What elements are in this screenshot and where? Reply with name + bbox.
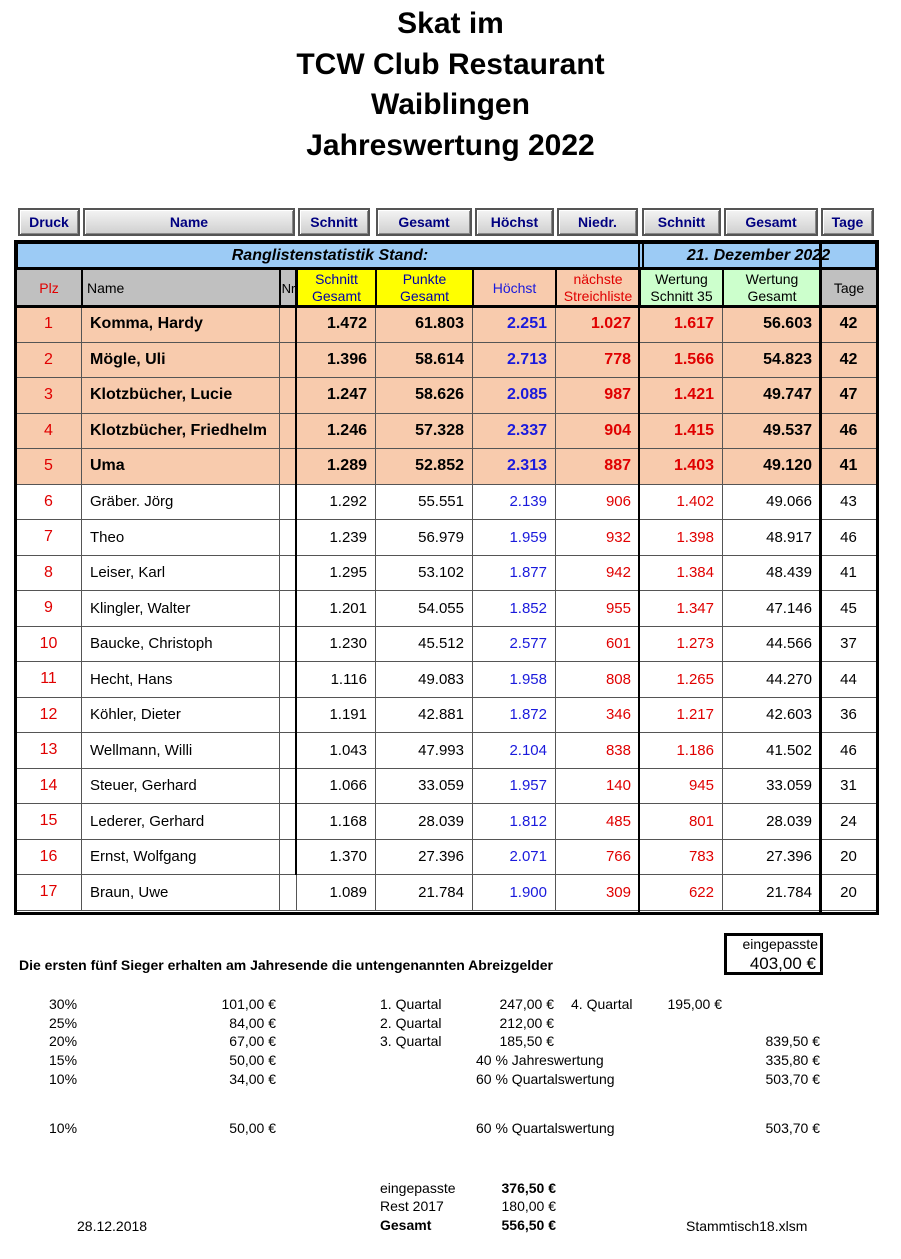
cell-plz: 16 <box>16 840 82 876</box>
cell-nr <box>280 485 297 521</box>
cell-wschnitt: 1.402 <box>640 485 723 521</box>
prize-pct: 25% <box>49 1015 78 1031</box>
cell-punkte: 49.083 <box>376 662 473 698</box>
cell-schnitt: 1.292 <box>297 485 376 521</box>
cell-tage: 20 <box>821 840 877 876</box>
cell-streich: 346 <box>556 698 640 734</box>
cell-hoechst: 1.958 <box>473 662 556 698</box>
sort-hoechst-button[interactable]: Höchst <box>475 208 554 236</box>
eingepasste-value: 403,00 € <box>749 954 816 973</box>
prize-amount: 101,00 € <box>221 996 276 1012</box>
sort-name-button[interactable]: Name <box>83 208 295 236</box>
cell-tage: 31 <box>821 769 877 805</box>
cell-name: Wellmann, Willi <box>82 733 280 769</box>
table-row <box>16 733 877 769</box>
sort-tage-button[interactable]: Tage <box>821 208 874 236</box>
cell-punkte: 55.551 <box>376 485 473 521</box>
stat-title: Ranglistenstatistik Stand: <box>18 244 644 267</box>
cell-wschnitt: 1.403 <box>640 449 723 485</box>
footer-filename: Stammtisch18.xlsm <box>686 1218 808 1234</box>
cell-punkte: 58.626 <box>376 378 473 414</box>
table-row <box>16 307 877 343</box>
eingepasste-label: eingepasste <box>742 936 818 952</box>
cell-plz: 7 <box>16 520 82 556</box>
quarter-value: 212,00 € <box>499 1015 554 1031</box>
cell-punkte: 28.039 <box>376 804 473 840</box>
sort-wertung-schnitt-button[interactable]: Schnitt <box>642 208 721 236</box>
cell-name: Klotzbücher, Lucie <box>82 378 280 414</box>
quarter-label: 3. Quartal <box>380 1033 442 1049</box>
header-streichliste: nächste Streichliste <box>556 269 640 307</box>
cell-tage: 45 <box>821 591 877 627</box>
cell-wschnitt: 801 <box>640 804 723 840</box>
cell-name: Leiser, Karl <box>82 556 280 592</box>
cell-streich: 942 <box>556 556 640 592</box>
cell-nr <box>280 804 297 840</box>
q4-label: 4. Quartal <box>571 996 633 1012</box>
clipped-amount: 50,00 € <box>229 1120 276 1136</box>
cell-name: Komma, Hardy <box>82 307 280 343</box>
cell-hoechst: 2.713 <box>473 343 556 379</box>
cell-wschnitt: 1.217 <box>640 698 723 734</box>
cell-name: Klingler, Walter <box>82 591 280 627</box>
cell-hoechst: 1.812 <box>473 804 556 840</box>
table-row <box>16 875 877 911</box>
clipped-label: 60 % Quartalswertung <box>476 1120 615 1136</box>
cell-streich: 140 <box>556 769 640 805</box>
cell-plz: 14 <box>16 769 82 805</box>
cell-plz: 8 <box>16 556 82 592</box>
cell-schnitt: 1.089 <box>297 875 376 911</box>
cell-schnitt: 1.168 <box>297 804 376 840</box>
cell-name: Gräber. Jörg <box>82 485 280 521</box>
cell-plz: 13 <box>16 733 82 769</box>
cell-nr <box>280 307 297 343</box>
cell-hoechst: 1.877 <box>473 556 556 592</box>
cell-hoechst: 2.104 <box>473 733 556 769</box>
clipped-pct: 10% <box>49 1120 78 1136</box>
cell-streich: 778 <box>556 343 640 379</box>
cell-nr <box>280 449 297 485</box>
cell-wschnitt: 1.415 <box>640 414 723 450</box>
table-row <box>16 378 877 414</box>
cell-nr <box>280 769 297 805</box>
cell-wgesamt: 44.270 <box>723 662 821 698</box>
cell-schnitt: 1.230 <box>297 627 376 663</box>
table-row <box>16 804 877 840</box>
cell-schnitt: 1.043 <box>297 733 376 769</box>
cell-tage: 41 <box>821 556 877 592</box>
cell-tage: 47 <box>821 378 877 414</box>
cell-punkte: 42.881 <box>376 698 473 734</box>
cell-plz: 6 <box>16 485 82 521</box>
eingepasste2-label: eingepasste <box>380 1180 456 1196</box>
title-line-1: Skat im <box>397 7 504 40</box>
cell-streich: 485 <box>556 804 640 840</box>
cell-punkte: 45.512 <box>376 627 473 663</box>
eingepasste-box <box>724 933 823 975</box>
cell-wschnitt: 783 <box>640 840 723 876</box>
quarter-label: 1. Quartal <box>380 996 442 1012</box>
cell-name: Theo <box>82 520 280 556</box>
cell-tage: 43 <box>821 485 877 521</box>
cell-streich: 987 <box>556 378 640 414</box>
table-row <box>16 698 877 734</box>
jahres-label: 40 % Jahreswertung <box>476 1052 604 1068</box>
cell-tage: 46 <box>821 520 877 556</box>
cell-tage: 20 <box>821 875 877 911</box>
cell-punkte: 54.055 <box>376 591 473 627</box>
eingepasste2-value: 376,50 € <box>501 1180 556 1196</box>
header-punkte: Punkte Gesamt <box>376 269 473 307</box>
header-wertung-gesamt: Wertung Gesamt <box>723 269 821 307</box>
cell-streich: 932 <box>556 520 640 556</box>
table-row <box>16 414 877 450</box>
cell-wschnitt: 1.398 <box>640 520 723 556</box>
cell-streich: 906 <box>556 485 640 521</box>
cell-schnitt: 1.201 <box>297 591 376 627</box>
table-row <box>16 591 877 627</box>
cell-plz: 4 <box>16 414 82 450</box>
title-line-4: Jahreswertung 2022 <box>306 128 595 162</box>
prize-pct: 20% <box>49 1033 78 1049</box>
header-nr: Nr <box>280 269 297 307</box>
sort-niedr-button[interactable]: Niedr. <box>557 208 638 236</box>
cell-wschnitt: 1.273 <box>640 627 723 663</box>
prize-amount: 67,00 € <box>229 1033 276 1049</box>
cell-name: Steuer, Gerhard <box>82 769 280 805</box>
cell-punkte: 27.396 <box>376 840 473 876</box>
cell-hoechst: 1.852 <box>473 591 556 627</box>
cell-streich: 601 <box>556 627 640 663</box>
total-value: 839,50 € <box>765 1033 820 1049</box>
cell-schnitt: 1.191 <box>297 698 376 734</box>
cell-schnitt: 1.116 <box>297 662 376 698</box>
cell-punkte: 57.328 <box>376 414 473 450</box>
cell-punkte: 56.979 <box>376 520 473 556</box>
cell-plz: 9 <box>16 591 82 627</box>
cell-streich: 309 <box>556 875 640 911</box>
table-row <box>16 840 877 876</box>
cell-wgesamt: 48.917 <box>723 520 821 556</box>
cell-wschnitt: 1.265 <box>640 662 723 698</box>
prize-amount: 50,00 € <box>229 1052 276 1068</box>
cell-wgesamt: 48.439 <box>723 556 821 592</box>
cell-wgesamt: 49.537 <box>723 414 821 450</box>
header-plz: Plz <box>16 269 82 307</box>
header-hoechst: Höchst <box>473 269 556 307</box>
cell-wgesamt: 33.059 <box>723 769 821 805</box>
prize-amount: 84,00 € <box>229 1015 276 1031</box>
table-row <box>16 769 877 805</box>
footer-date: 28.12.2018 <box>77 1218 148 1234</box>
cell-schnitt: 1.295 <box>297 556 376 592</box>
cell-plz: 10 <box>16 627 82 663</box>
gesamt-value: 556,50 € <box>501 1217 556 1233</box>
cell-name: Mögle, Uli <box>82 343 280 379</box>
cell-hoechst: 2.085 <box>473 378 556 414</box>
cell-streich: 887 <box>556 449 640 485</box>
cell-plz: 1 <box>16 307 82 343</box>
cell-punkte: 58.614 <box>376 343 473 379</box>
cell-plz: 12 <box>16 698 82 734</box>
table-row <box>16 520 877 556</box>
clipped-row <box>0 1120 901 1137</box>
cell-wschnitt: 1.347 <box>640 591 723 627</box>
q4-value: 195,00 € <box>667 996 722 1012</box>
rest-value: 180,00 € <box>501 1198 556 1214</box>
jahres-value: 335,80 € <box>765 1052 820 1068</box>
cell-nr <box>280 733 297 769</box>
cell-name: Uma <box>82 449 280 485</box>
cell-plz: 5 <box>16 449 82 485</box>
cell-wgesamt: 28.039 <box>723 804 821 840</box>
cell-plz: 11 <box>16 662 82 698</box>
cell-name: Lederer, Gerhard <box>82 804 280 840</box>
cell-schnitt: 1.239 <box>297 520 376 556</box>
quarter-value: 185,50 € <box>499 1033 554 1049</box>
cell-hoechst: 2.139 <box>473 485 556 521</box>
cell-hoechst: 1.959 <box>473 520 556 556</box>
header-wertung-schnitt: Wertung Schnitt 35 <box>640 269 723 307</box>
cell-wgesamt: 54.823 <box>723 343 821 379</box>
cell-hoechst: 1.900 <box>473 875 556 911</box>
cell-wschnitt: 622 <box>640 875 723 911</box>
cell-streich: 766 <box>556 840 640 876</box>
sort-schnitt-button[interactable]: Schnitt <box>298 208 370 236</box>
cell-streich: 808 <box>556 662 640 698</box>
title-line-2: TCW Club Restaurant <box>296 47 605 81</box>
cell-plz: 17 <box>16 875 82 911</box>
cell-punkte: 52.852 <box>376 449 473 485</box>
cell-nr <box>280 627 297 663</box>
cell-name: Köhler, Dieter <box>82 698 280 734</box>
cell-schnitt: 1.370 <box>297 840 376 876</box>
cell-name: Hecht, Hans <box>82 662 280 698</box>
cell-schnitt: 1.066 <box>297 769 376 805</box>
quartals-label: 60 % Quartalswertung <box>476 1071 615 1087</box>
table-row <box>16 627 877 663</box>
cell-hoechst: 2.337 <box>473 414 556 450</box>
quartals-value: 503,70 € <box>765 1071 820 1087</box>
prize-pct: 10% <box>49 1071 78 1087</box>
table-row <box>16 343 877 379</box>
cell-wschnitt: 1.566 <box>640 343 723 379</box>
cell-hoechst: 2.313 <box>473 449 556 485</box>
cell-plz: 3 <box>16 378 82 414</box>
cell-nr <box>280 698 297 734</box>
cell-wgesamt: 49.066 <box>723 485 821 521</box>
sort-wertung-gesamt-button[interactable]: Gesamt <box>724 208 818 236</box>
cell-name: Klotzbücher, Friedhelm <box>82 414 280 450</box>
cell-tage: 41 <box>821 449 877 485</box>
table-row <box>16 662 877 698</box>
cell-hoechst: 2.577 <box>473 627 556 663</box>
cell-wschnitt: 1.384 <box>640 556 723 592</box>
cell-streich: 1.027 <box>556 307 640 343</box>
stat-date: 21. Dezember 2022 <box>686 247 831 264</box>
title-line-3: Waiblingen <box>371 88 530 121</box>
cell-schnitt: 1.472 <box>297 307 376 343</box>
rest-label: Rest 2017 <box>380 1198 444 1214</box>
cell-nr <box>280 556 297 592</box>
cell-punkte: 53.102 <box>376 556 473 592</box>
cell-tage: 46 <box>821 414 877 450</box>
cell-nr <box>280 378 297 414</box>
cell-hoechst: 2.251 <box>473 307 556 343</box>
cell-nr <box>280 591 297 627</box>
prize-pct: 15% <box>49 1052 78 1068</box>
cell-wgesamt: 56.603 <box>723 307 821 343</box>
cell-tage: 36 <box>821 698 877 734</box>
cell-plz: 2 <box>16 343 82 379</box>
cell-schnitt: 1.247 <box>297 378 376 414</box>
cell-schnitt: 1.396 <box>297 343 376 379</box>
header-tage: Tage <box>821 269 877 307</box>
cell-schnitt: 1.289 <box>297 449 376 485</box>
cell-tage: 37 <box>821 627 877 663</box>
cell-plz: 15 <box>16 804 82 840</box>
header-name: Name <box>82 269 280 307</box>
clipped-value: 503,70 € <box>765 1120 820 1136</box>
cell-hoechst: 2.071 <box>473 840 556 876</box>
table-row <box>16 449 877 485</box>
cell-punkte: 21.784 <box>376 875 473 911</box>
prize-pct: 30% <box>49 996 78 1012</box>
page-title <box>0 4 901 166</box>
cell-wgesamt: 49.120 <box>723 449 821 485</box>
cell-wschnitt: 1.421 <box>640 378 723 414</box>
cell-wgesamt: 47.146 <box>723 591 821 627</box>
cell-tage: 46 <box>821 733 877 769</box>
cell-streich: 955 <box>556 591 640 627</box>
cell-wschnitt: 1.617 <box>640 307 723 343</box>
cell-streich: 904 <box>556 414 640 450</box>
cell-nr <box>280 520 297 556</box>
cell-wschnitt: 1.186 <box>640 733 723 769</box>
cell-tage: 42 <box>821 307 877 343</box>
cell-wgesamt: 42.603 <box>723 698 821 734</box>
cell-wgesamt: 27.396 <box>723 840 821 876</box>
cell-name: Braun, Uwe <box>82 875 280 911</box>
cell-nr <box>280 840 297 876</box>
cell-wgesamt: 21.784 <box>723 875 821 911</box>
sort-gesamt-button[interactable]: Gesamt <box>376 208 472 236</box>
cell-wgesamt: 49.747 <box>723 378 821 414</box>
prize-amount: 34,00 € <box>229 1071 276 1087</box>
table-row <box>16 556 877 592</box>
cell-tage: 24 <box>821 804 877 840</box>
cell-wgesamt: 41.502 <box>723 733 821 769</box>
cell-schnitt: 1.246 <box>297 414 376 450</box>
cell-punkte: 61.803 <box>376 307 473 343</box>
cell-streich: 838 <box>556 733 640 769</box>
cell-tage: 42 <box>821 343 877 379</box>
cell-name: Ernst, Wolfgang <box>82 840 280 876</box>
cell-nr <box>280 414 297 450</box>
cell-tage: 44 <box>821 662 877 698</box>
cell-nr <box>280 343 297 379</box>
cell-nr <box>280 875 297 911</box>
quarter-label: 2. Quartal <box>380 1015 442 1031</box>
cell-nr <box>280 662 297 698</box>
cell-hoechst: 1.957 <box>473 769 556 805</box>
druck-button[interactable]: Druck <box>18 208 80 236</box>
table-row <box>16 485 877 521</box>
cell-wschnitt: 945 <box>640 769 723 805</box>
cell-punkte: 33.059 <box>376 769 473 805</box>
stat-bar <box>16 242 877 269</box>
cell-hoechst: 1.872 <box>473 698 556 734</box>
header-schnitt: Schnitt Gesamt <box>297 269 376 307</box>
quarter-value: 247,00 € <box>499 996 554 1012</box>
sieger-text: Die ersten fünf Sieger erhalten am Jahresende die untengenannten Abreizgelder <box>19 957 553 973</box>
gesamt-label: Gesamt <box>380 1217 432 1233</box>
cell-punkte: 47.993 <box>376 733 473 769</box>
cell-wgesamt: 44.566 <box>723 627 821 663</box>
cell-name: Baucke, Christoph <box>82 627 280 663</box>
